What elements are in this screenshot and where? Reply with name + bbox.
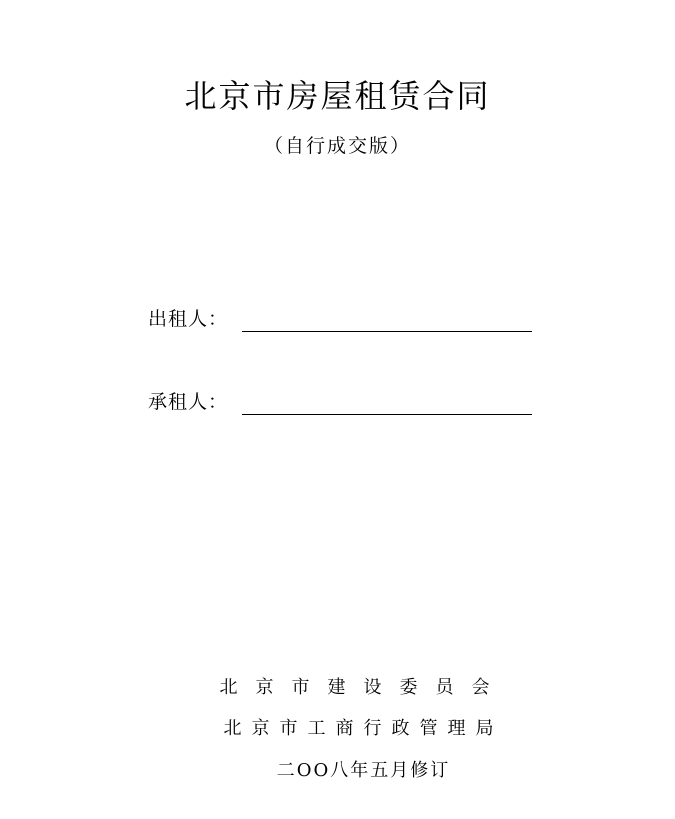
lessor-label: 出租人： <box>148 308 229 330</box>
document-title: 北京市房屋租赁合同 <box>184 77 491 115</box>
issuer-industry-commerce-bureau: 北京市工商行政管理局 <box>223 718 504 739</box>
document-subtitle: （自行成交版） <box>263 135 411 157</box>
lessor-field <box>148 300 532 332</box>
lessee-blank-line[interactable] <box>242 390 532 415</box>
issuer-construction-committee: 北京市建设委员会 <box>219 677 508 698</box>
revision-date: 二OO八年五月修订 <box>276 760 451 781</box>
lessor-blank-line[interactable] <box>242 307 532 332</box>
lessee-field <box>148 383 532 415</box>
lessee-label: 承租人： <box>148 391 229 413</box>
